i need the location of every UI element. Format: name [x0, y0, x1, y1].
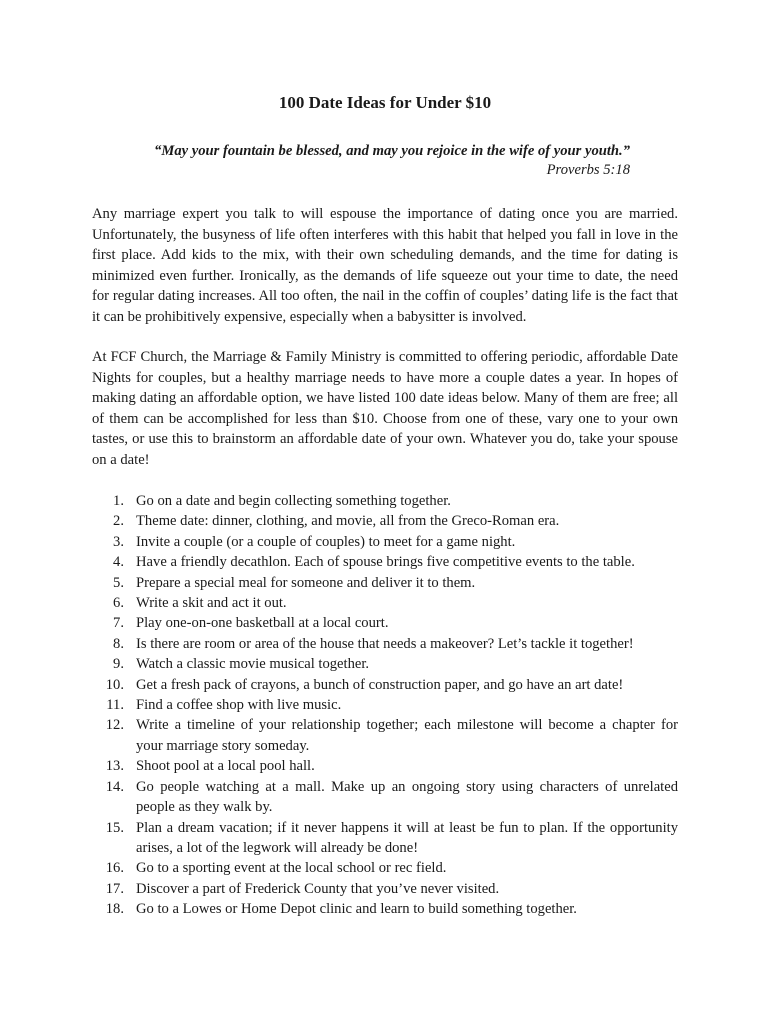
list-number: 18.: [105, 901, 124, 918]
scripture-quote: “May your fountain be blessed, and may you rejoice in the wife of your youth.”: [154, 143, 630, 159]
list-number: 4.: [113, 554, 124, 571]
list-item: [92, 511, 678, 531]
list-item-text: Discover a part of Frederick County that you’ve never visited.: [136, 880, 500, 897]
list-item: [92, 899, 678, 919]
list-item: [92, 818, 678, 859]
list-item-text: Theme date: dinner, clothing, and movie, all from the Greco-Roman era.: [136, 513, 560, 530]
list-number: 10.: [105, 676, 124, 693]
list-number: 9.: [113, 656, 124, 673]
list-item-text: Prepare a special meal for someone and deliver it to them.: [136, 574, 476, 591]
list-item-text: Plan a dream vacation; if it never happens it will at least be fun to plan. If the opportunity arises, a lot of the legwork will already be done!: [136, 819, 678, 856]
intro-paragraph: Any marriage expert you talk to will espouse the importance of dating once you are married. Unfortunately, the busyness of life often interferes with this habit that helped you fall in love in the first place. Add kids to the mix, with their own scheduling demands, and the time for dating is minimized even further. Ironically, as the demands of life squeeze out your time to date, the need for regular dating increases. All too often, the nail in the coffin of couples’ dating life is the fact that it can be prohibitively expensive, especially when a babysitter is involved.: [92, 206, 678, 325]
list-item-text: Go people watching at a mall. Make up an ongoing story using characters of unrelated people as they walk by.: [136, 778, 678, 816]
list-item: [92, 573, 678, 593]
list-item: [92, 858, 678, 878]
list-item-text: Invite a couple (or a couple of couples) to meet for a game night.: [136, 533, 516, 550]
list-number: 14.: [105, 778, 124, 795]
list-item: [92, 532, 678, 552]
list-item-text: Watch a classic movie musical together.: [136, 656, 370, 673]
list-item: [92, 613, 678, 633]
list-item: [92, 777, 678, 818]
list-item: [92, 593, 678, 613]
list-number: 11.: [106, 697, 124, 714]
list-item-text: Is there are room or area of the house that needs a makeover? Let’s tackle it together!: [136, 635, 634, 652]
list-number: 16.: [105, 860, 124, 877]
document-title: 100 Date Ideas for Under $10: [278, 93, 492, 112]
list-number: 7.: [113, 615, 124, 632]
date-ideas-list: [92, 491, 678, 920]
list-item-text: Go to a Lowes or Home Depot clinic and learn to build something together.: [136, 901, 577, 918]
list-item-text: Find a coffee shop with live music.: [136, 697, 342, 714]
list-item: [92, 491, 678, 511]
list-item: [92, 634, 678, 654]
list-number: 1.: [113, 493, 124, 509]
list-item-text: Have a friendly decathlon. Each of spouse brings five competitive events to the table.: [136, 554, 635, 571]
list-number: 3.: [113, 533, 124, 550]
list-number: 15.: [105, 819, 124, 836]
list-item-text: Get a fresh pack of crayons, a bunch of construction paper, and go have an art date!: [136, 676, 624, 693]
ministry-paragraph: At FCF Church, the Marriage & Family Ministry is committed to offering periodic, affordable Date Nights for couples, but a healthy marriage needs to have more a couple dates a year. In hopes of making dating an affordable option, we have listed 100 date ideas below. Many of them are free; all of them can be accomplished for less than $10. Choose from one of these, vary one to your own tastes, or use this to brainstorm an affordable date of your own. Whatever you do, take your spouse on a date!: [92, 349, 678, 468]
list-number: 5.: [113, 574, 124, 591]
list-number: 6.: [113, 595, 124, 612]
list-item-text: Shoot pool at a local pool hall.: [136, 758, 315, 775]
list-item: [92, 879, 678, 899]
list-number: 8.: [113, 635, 124, 652]
list-item: [92, 756, 678, 776]
list-number: 2.: [113, 513, 124, 530]
list-item: [92, 552, 678, 572]
list-item: [92, 654, 678, 674]
list-item: [92, 695, 678, 715]
list-number: 13.: [105, 758, 124, 775]
list-item-text: Write a timeline of your relationship together; each milestone will become a chapter for your marriage story someday.: [136, 717, 678, 754]
list-item-text: Write a skit and act it out.: [136, 595, 287, 612]
list-item: [92, 715, 678, 756]
scripture-citation: Proverbs 5:18: [546, 162, 630, 178]
list-item-text: Go to a sporting event at the local school or rec field.: [136, 860, 447, 877]
list-number: 17.: [105, 880, 124, 897]
list-item-text: Go on a date and begin collecting something together.: [136, 493, 451, 509]
list-item: [92, 675, 678, 695]
list-item-text: Play one-on-one basketball at a local court.: [136, 615, 389, 632]
list-number: 12.: [105, 717, 124, 734]
